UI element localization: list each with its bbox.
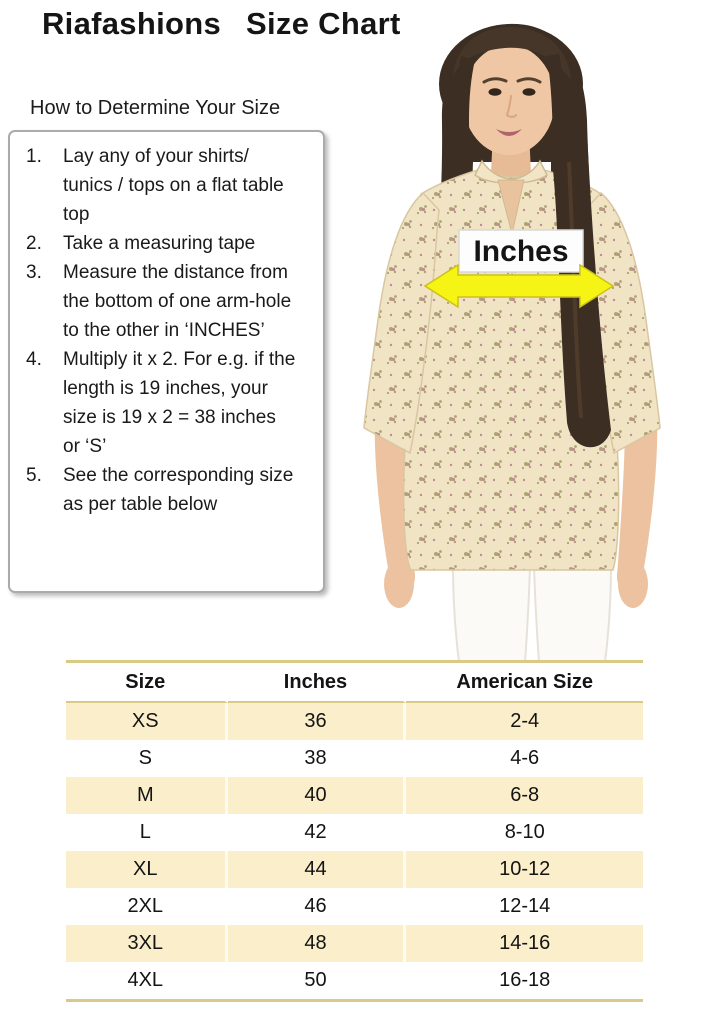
table-row	[66, 814, 643, 851]
table-cell: 2XL	[66, 888, 228, 925]
table-cell: XS	[66, 703, 228, 740]
table-row	[66, 962, 643, 999]
model-illustration	[355, 22, 709, 662]
left-eye	[489, 88, 502, 96]
table-header-row	[66, 663, 643, 703]
table-row	[66, 888, 643, 925]
table-cell: 16-18	[406, 962, 643, 999]
instruction-number: 3.	[26, 262, 42, 283]
instructions-list	[26, 142, 313, 519]
table-cell: 36	[228, 703, 407, 740]
instruction-text: Take a measuring tape	[63, 233, 256, 254]
title-text: Size Chart	[246, 6, 401, 41]
table-cell: M	[66, 777, 228, 814]
instruction-number: 4.	[26, 349, 42, 370]
table-row	[66, 851, 643, 888]
table-cell: 38	[228, 740, 407, 777]
instructions-box	[8, 130, 325, 593]
instruction-item	[26, 345, 313, 461]
table-cell: XL	[66, 851, 228, 888]
size-table	[66, 660, 643, 1002]
right-eye	[523, 88, 536, 96]
table-cell: 48	[228, 925, 407, 962]
instruction-item	[26, 258, 313, 345]
table-cell: S	[66, 740, 228, 777]
instruction-text: Lay any of your shirts/ tunics / tops on a flat table top	[63, 146, 284, 225]
table-row	[66, 740, 643, 777]
col-header-size: Size	[66, 663, 228, 703]
instruction-text: Multiply it x 2. For e.g. if the length is 19 inches, your size is 19 x 2 = 38 inches or ‘S’	[63, 349, 296, 457]
table-cell: 10-12	[406, 851, 643, 888]
model-photo	[355, 22, 709, 662]
instruction-number: 1.	[26, 146, 42, 167]
table-cell: 3XL	[66, 925, 228, 962]
table-row	[66, 703, 643, 740]
table-cell: 8-10	[406, 814, 643, 851]
instruction-text: See the corresponding size as per table below	[63, 465, 294, 515]
page-title	[42, 6, 401, 42]
table-row	[66, 925, 643, 962]
table-cell: 4-6	[406, 740, 643, 777]
table-cell: 14-16	[406, 925, 643, 962]
table-row	[66, 777, 643, 814]
table-cell: 4XL	[66, 962, 228, 999]
instruction-item	[26, 142, 313, 229]
table-cell: 12-14	[406, 888, 643, 925]
table-cell: 6-8	[406, 777, 643, 814]
section-heading: How to Determine Your Size	[30, 97, 281, 119]
instruction-number: 2.	[26, 233, 42, 254]
table-cell: 2-4	[406, 703, 643, 740]
pants-right-leg	[534, 566, 611, 662]
col-header-american-size: American Size	[406, 663, 643, 703]
table-cell: 40	[228, 777, 407, 814]
size-table-body	[66, 703, 643, 999]
face	[463, 45, 555, 155]
instruction-number: 5.	[26, 465, 42, 486]
instruction-item	[26, 229, 313, 258]
table-cell: 50	[228, 962, 407, 999]
instruction-item	[26, 461, 313, 519]
instruction-text: Measure the distance from the bottom of one arm-hole to the other in ‘INCHES’	[63, 262, 292, 341]
table-cell: 42	[228, 814, 407, 851]
table-cell: 44	[228, 851, 407, 888]
table-cell: 46	[228, 888, 407, 925]
pants-left-leg	[453, 566, 530, 662]
col-header-inches: Inches	[228, 663, 407, 703]
inches-label: Inches	[473, 235, 569, 268]
brand-name: Riafashions	[42, 6, 222, 41]
right-hand	[618, 560, 648, 608]
table-cell: L	[66, 814, 228, 851]
